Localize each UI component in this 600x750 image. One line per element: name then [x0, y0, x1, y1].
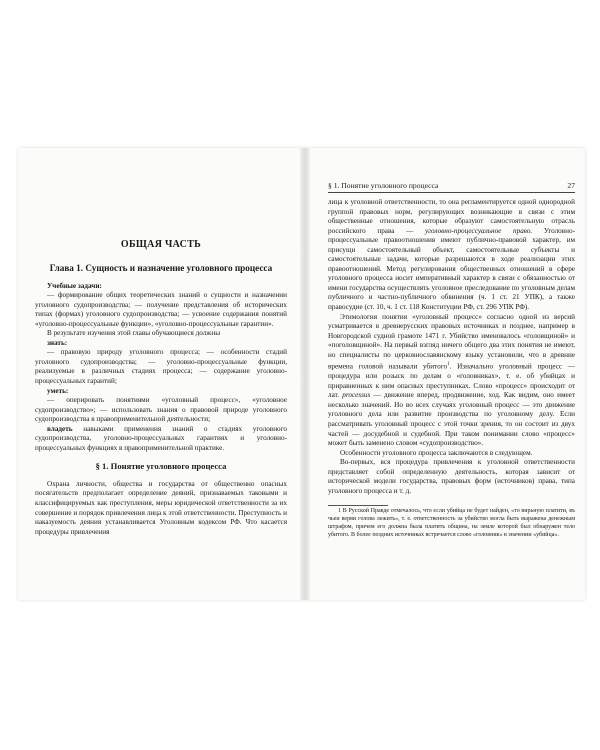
right-paragraph-1: [328, 198, 575, 313]
para1-end: Уголовно-процессуальные правоотношения имеют публично-правовой характер, им присущи самостоятельный объект, самостоятельные субъекты и самостоятельные задачи, которые разрешаются в ходе реализации этих правоотношений. Метод регулирования общественных отношений в сфере уголовного процесса носит императивный характер в связи с обязанностью от имени государства осуществлять уголовное преследование по уголовным делам публичного и частно-публичного обвинения (ч. 1 ст. 21 УПК), а также правосудие (ст. 10, ч. 1 ст. 118 Конституции РФ, ст. 296 УПК РФ).: [328, 226, 575, 312]
chapter-title: Глава 1. Сущность и назначение уголовного процесса: [49, 262, 273, 273]
left-body-paragraph: Охрана личности, общества и государства от общественно опасных посягательств предполагает определение деяний, признаваемых таковыми и классифицируемых как преступления, меры юридической ответственности за их совершение и порядок привлечения лица к этой ответственности. Преступность и наказуемость деяния устанавливается Уголовным кодексом РФ. Что касается процедуры привлечения: [35, 479, 287, 536]
book-gutter: [300, 148, 310, 600]
book-spread: [18, 148, 585, 600]
para2-latin: processus: [342, 391, 371, 400]
right-paragraph-4: Во-первых, вся процедура привлечения к уголовной ответственности представляет собой определенную деятельность, которая зависит от исторической модели государства, правовых форм (источников) права, типа уголовного процесса и т. д.: [328, 458, 575, 495]
footnote-rule: [328, 505, 388, 506]
right-page: [310, 148, 585, 600]
can-items: — оперировать понятиями «уголовный процесс», «уголовное судопроизводство»; — использовать знания о правовой природе уголовного судопроизводства в правоприменительной деятельности;: [35, 396, 287, 424]
right-paragraph-2: [328, 313, 575, 449]
page-number: 27: [567, 181, 575, 190]
know-items: — правовую природу уголовного процесса; — особенности стадий уголовного судопроизводства; — уголовно-процессуальные функции, реализуемые в различных стадиях процесса; — содержание уголовно-процессуальных гарантий;: [35, 348, 287, 386]
section-title: § 1. Понятие уголовного процесса: [95, 461, 227, 472]
footnote-marker: 1: [447, 362, 450, 368]
part-title: ОБЩАЯ ЧАСТЬ: [120, 239, 202, 250]
objectives-label: Учебные задачи:: [47, 281, 102, 290]
para2-end: — движение вперед, продвижение, ход. Как видим, оно имеет несколько значений. Но во всех случаях уголовный процесс — это движение уголовного дела или развитие производства по уголовному делу. Если рассматривать уголовный процесс с этой точки зрения, то он состоит из двух частей — досудебной и судебной. При таком понимании слово «процесс» может быть заменено словом «судопроизводство».: [328, 391, 576, 448]
know-label: знать:: [47, 338, 68, 347]
running-title: § 1. Понятие уголовного процесса: [328, 181, 439, 190]
para2-mid: . Изначально уголовный процесс — процедура или розыск по делам о «головниках», т. е. об убийцах и приравненных к ним опасных преступниках. Слово «процесс» происходит от лат.: [328, 362, 575, 400]
left-page: [18, 148, 300, 600]
possess-label: владеть: [47, 424, 73, 433]
footnote-text: 1 В Русской Правде отмечалось, что если убийца не будет найден, «то вирьную платити, въ чьеи верви голова лежить», т. е. ответственность за убийство могла быть выражена денежным штрафом, причем его должна была платить община, на земле которой был обнаружен тело убитого. В более поздних источниках встречается слово «головник» в значении «убийца».: [328, 508, 575, 539]
objectives-text: — формирование общих теоретических знаний о сущности и назначении уголовного судопроизводства; — получение представления об исторических типах (формах) уголовного судопроизводства; — усвоение содержания понятий «уголовно-процессуальные функции», «уголовно-процессуальные гарантии».: [35, 291, 287, 328]
left-page-content: [35, 240, 287, 537]
can-label: уметь:: [47, 386, 69, 395]
right-paragraph-3: Особенности уголовного процесса заключаются в следующем.: [340, 448, 533, 457]
para2-start: Этимология понятия «уголовный процесс» согласно одной из версий усматривается в древнерусских правовых источниках и позднее, например в Новгородской судной грамоте 1471 г. Убийство именовалось «головщиной» и «поголовщиной». На первый взгляд ничего общего два этих понятия не имеют, но специалисты по церковнославянскому языку установили, что в древние времена головой называли убитого: [328, 312, 575, 371]
possess-paragraph: [35, 425, 287, 454]
outcome-intro: В результате изучения этой главы обучающиеся должны: [47, 329, 221, 338]
right-page-content: [328, 198, 575, 540]
para1-start: лица к уголовной ответственности, то она регламентируется одной однородной группой правовых норм, регулирующих возникающие в связи с этим общественные отношения, которые образуют самостоятельную отрасль российского права —: [328, 198, 575, 235]
possess-text: навыками применения знаний о стадиях уголовного судопроизводства, уголовно-процессуальных гарантиях и уголовно-процессуальных функциях в правоприменительной практике.: [35, 424, 287, 452]
running-header: [328, 181, 575, 193]
para1-emphasis: уголовно-процессуальное право.: [424, 226, 533, 235]
